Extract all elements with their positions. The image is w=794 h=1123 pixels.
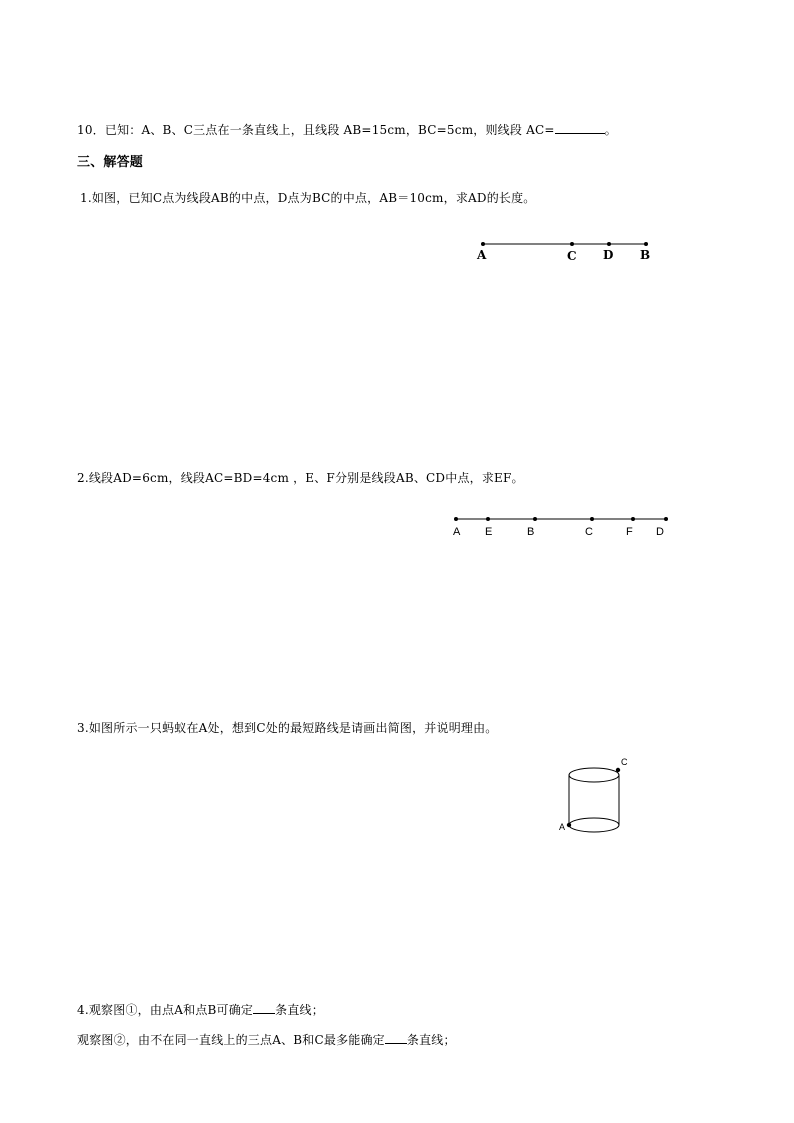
point-f-label: F (626, 526, 633, 538)
section-title: 三、解答题 (77, 155, 144, 170)
problem-3-text: 3.如图所示一只蚂蚁在A处，想到C处的最短路线是请画出简图，并说明理由。 (77, 721, 498, 735)
point-c-label: C (621, 757, 628, 767)
point-a-label: A (477, 248, 487, 262)
point-c-label: C (585, 526, 593, 538)
problem-4-line-1 (77, 1001, 324, 1018)
point-b-label: B (527, 526, 535, 538)
problem-1-text: 1.如图，已知C点为线段AB的中点，D点为BC的中点，AB＝10cm，求AD的长度。 (80, 191, 536, 205)
point-d-label: D (603, 248, 614, 262)
point-c-dot (616, 768, 620, 772)
problem-4-line-2 (77, 1031, 456, 1048)
point-a-label: A (559, 822, 566, 832)
point-d-label: D (656, 526, 664, 538)
question-10-suffix: 。 (604, 123, 617, 137)
problem-4-line-2-suffix: 条直线； (406, 1033, 456, 1047)
cylinder-top (569, 768, 619, 782)
point-e-label: E (485, 526, 493, 538)
problem-4-line-1-suffix: 条直线； (275, 1003, 324, 1017)
point-a-label: A (453, 526, 461, 538)
problem-4-line-2-prefix: 观察图②，由不在同一直线上的三点A、B和C最多能确定 (77, 1033, 385, 1047)
point-a-dot (567, 823, 571, 827)
answer-blank[interactable] (253, 1001, 275, 1014)
point-c-label: C (567, 249, 577, 263)
point-b-label: B (640, 248, 651, 262)
problem-2-text: 2.线段AD=6cm，线段AC=BD=4cm ，E、F分别是线段AB、CD中点，求EF。 (77, 471, 524, 485)
cylinder-bottom (569, 818, 619, 832)
question-10-prefix: 10．已知：A、B、C三点在一条直线上，且线段 AB=15cm，BC=5cm，则线段 AC= (77, 123, 555, 137)
problem-4-line-1-prefix: 4.观察图①，由点A和点B可确定 (77, 1003, 254, 1017)
answer-blank[interactable] (385, 1031, 407, 1044)
